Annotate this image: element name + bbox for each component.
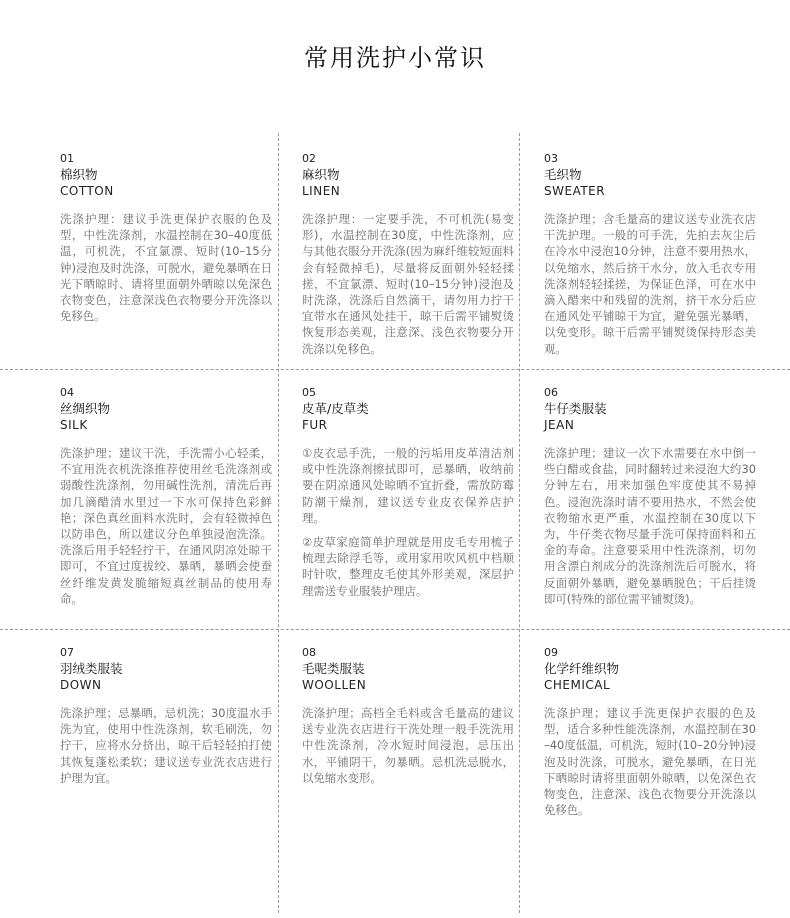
care-card-fur — [302, 386, 514, 599]
card-number: 07 — [60, 646, 74, 659]
card-number: 04 — [60, 386, 74, 399]
card-title-en: WOOLLEN — [302, 678, 367, 692]
card-number: 03 — [544, 152, 558, 165]
card-title-cn: 羽绒类服装 — [60, 661, 123, 676]
card-number: 05 — [302, 386, 316, 399]
card-title-cn: 牛仔类服装 — [544, 401, 607, 416]
care-card-linen — [302, 152, 514, 357]
row-divider — [0, 629, 790, 630]
card-number: 01 — [60, 152, 74, 165]
card-title-cn: 麻织物 — [302, 167, 340, 182]
card-body — [60, 445, 272, 607]
card-title-en: LINEN — [302, 184, 341, 198]
row-divider — [0, 369, 790, 370]
page-title: 常用洗护小常识 — [304, 44, 486, 72]
card-number: 06 — [544, 386, 558, 399]
card-body — [60, 705, 272, 786]
card-title-cn: 丝绸织物 — [60, 401, 111, 416]
card-title-cn: 棉织物 — [60, 167, 98, 182]
card-number: 02 — [302, 152, 316, 165]
card-paragraph: 洗涤护理；建议手洗更保护衣服的色及型，适合多种性能洗涤剂，水温控制在30–40度低温，可机洗，短时(10–20分钟)浸泡及时洗涤，可脱水，避免暴晒，在日光下晒晾时请将里面朝外晾晒，以免深色衣物变色，注意深、浅色衣物要分开洗涤以免移色。 — [544, 706, 756, 818]
card-paragraph: 洗涤护理；含毛量高的建议送专业洗衣店干洗护理。一般的可手洗，先拍去灰尘后在冷水中浸泡10分钟，注意不要用热水，以免缩水，然后挤干水分，放入毛衣专用洗涤剂轻轻揉搓，为保证色泽，可在水中滴入醋来中和残留的洗剂，挤干水分后应在通风处平铺晾干为宜，避免强光暴晒，以免变形。晾干后需平铺熨烫保持形态美观。 — [544, 212, 756, 356]
card-paragraph: ②皮草家庭简单护理就是用皮毛专用梳子梳理去除浮毛等，或用家用吹风机中档顺时针吹，整理皮毛使其外形美观，深层护理需送专业服装护理店。 — [302, 535, 514, 598]
care-card-jean — [544, 386, 756, 607]
card-body — [60, 211, 272, 324]
card-body — [544, 445, 756, 607]
card-paragraph: 洗涤护理：建议手洗更保护衣服的色及型，中性洗涤剂，水温控制在30–40度低温，可机洗，不宜氯漂、短时(10–15分钟)浸泡及时洗涤，可脱水，避免暴晒在日光下晒晾时、请将里面朝外晒晾以免深色衣物变色，注意深浅色衣物要分开洗涤以免移色。 — [60, 212, 272, 324]
card-body — [544, 211, 756, 357]
card-title-en: SWEATER — [544, 184, 606, 198]
card-title-cn: 化学纤维织物 — [544, 661, 620, 676]
card-paragraph: 洗涤护理：一定要手洗，不可机洗(易变形)，水温控制在30度，中性洗涤剂，应与其他衣服分开洗涤(因为麻纤维较短面料会有轻微掉毛)，尽量将反面朝外轻轻揉搓，不宜氯漂、短时(10–15分钟)浸泡及时洗涤，洗涤后自然滴干，请勿用力拧干宜带水在通风处挂干，晾干后需平铺熨烫恢复形态美观，注意深、浅色衣物要分开洗涤以免移色。 — [302, 212, 514, 356]
care-card-woollen — [302, 646, 514, 786]
card-title-cn: 皮革/皮草类 — [302, 401, 369, 416]
card-title-en: FUR — [302, 418, 328, 432]
card-paragraph: 洗涤护理；建议干洗，手洗需小心轻柔，不宜用洗衣机洗涤推荐使用丝毛洗涤剂或弱酸性洗涤剂，勿用碱性洗剂，清洗后再加几滴醋清水里过一下水可保持色彩鲜艳；深色真丝面料水洗时，会有轻微掉色以防串色，所以建议分色单独浸泡洗涤。洗涤后用手轻轻拧干，在通风阴凉处晾干即可，不宜过度拔绞、暴晒，暴晒会使蚕丝纤维发黄发脆缩短真丝制品的使用寿命。 — [60, 446, 272, 606]
care-card-silk — [60, 386, 272, 607]
card-body — [302, 705, 514, 786]
care-card-down — [60, 646, 272, 786]
card-title-en: SILK — [60, 418, 88, 432]
card-body — [302, 211, 514, 357]
card-title-en: COTTON — [60, 184, 114, 198]
care-card-cotton — [60, 152, 272, 324]
card-title-en: DOWN — [60, 678, 102, 692]
care-card-chemical — [544, 646, 756, 818]
card-number: 09 — [544, 646, 558, 659]
card-paragraph: ①皮衣忌手洗，一般的污垢用皮革清洁剂或中性洗涤剂擦拭即可，忌暴晒，收纳前要在阴凉通风处晾晒不宜折叠，需放防霉防潮干燥剂，建议送专业皮衣保养店护理。 — [302, 446, 514, 525]
care-card-sweater — [544, 152, 756, 357]
card-title-en: CHEMICAL — [544, 678, 611, 692]
card-title-en: JEAN — [544, 418, 575, 432]
card-number: 08 — [302, 646, 316, 659]
column-divider — [278, 133, 279, 913]
card-title-cn: 毛呢类服装 — [302, 661, 365, 676]
card-paragraph: 洗涤护理；高档全毛料或含毛量高的建议送专业洗衣店进行干洗处理一般手洗洗用中性洗涤剂，冷水短时间浸泡，忌压出水，平铺阴干，勿暴晒。忌机洗忌脱水，以免缩水变形。 — [302, 706, 514, 785]
card-paragraph: 洗涤护理；建议一次下水需要在水中倒一些白醋或食盐，同时翻转过来浸泡大约30分钟左右，用来加强色牢度使其不易掉色。浸泡洗涤时请不要用热水，不然会使衣物缩水更严重，水温控制在30度以下为，牛仔类衣物尽量手洗可保持面料和五金的寿命。注意要采用中性洗涤剂，切勿用含漂白剂成分的洗涤剂洗后可脱水，将反面朝外暴晒，避免暴晒脱色；干后挂烫即可(特殊的部位需平铺熨烫)。 — [544, 446, 756, 606]
card-body — [544, 705, 756, 818]
column-divider — [519, 133, 520, 913]
card-paragraph: 洗涤护理；忌暴晒，忌机洗；30度温水手洗为宜，使用中性洗涤剂，软毛刷洗，勿拧干，应将水分挤出，晾干后轻轻拍打使其恢复蓬松柔软；建议送专业洗衣店进行护理为宜。 — [60, 706, 272, 785]
card-title-cn: 毛织物 — [544, 167, 582, 182]
card-body — [302, 445, 514, 599]
